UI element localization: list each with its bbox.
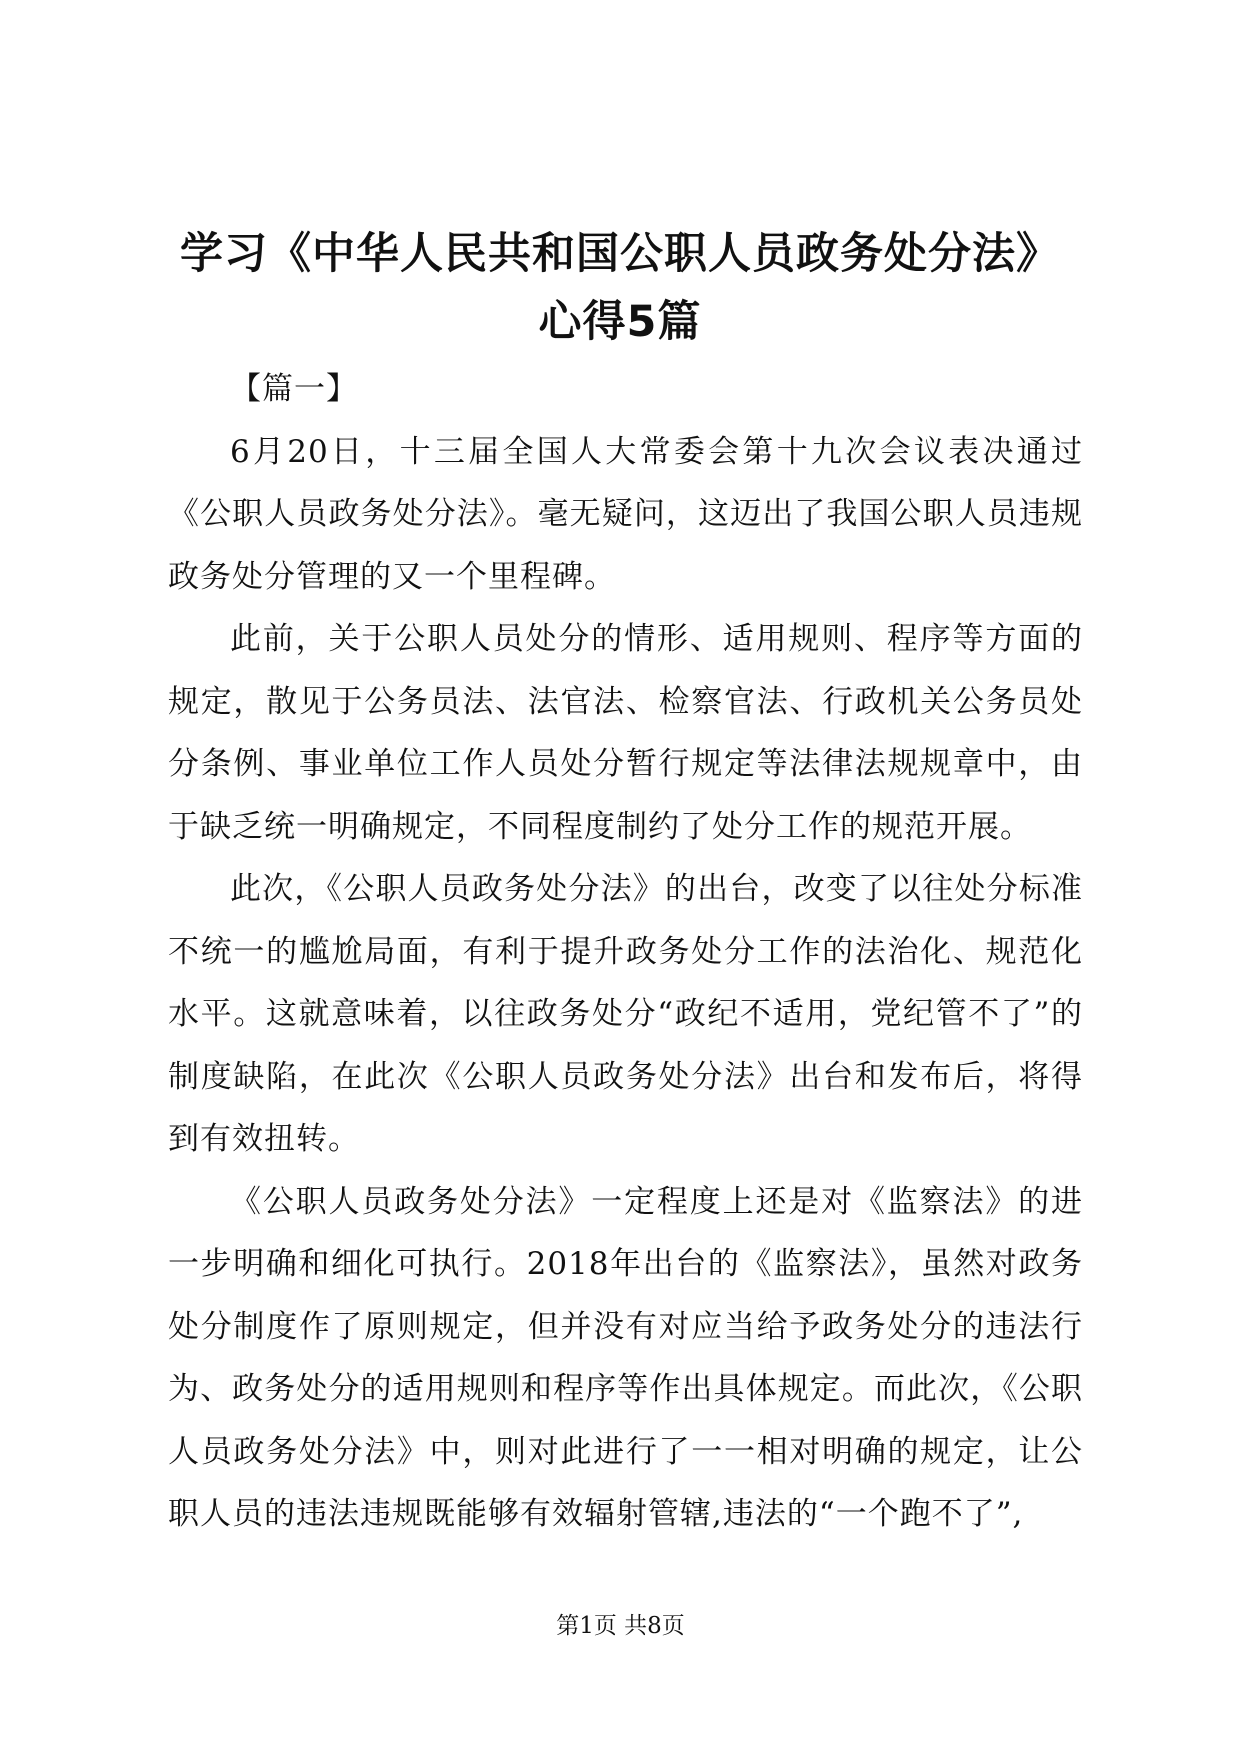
document-title-line-2: 心得5篇 xyxy=(538,297,702,347)
paragraph-4: 《公职人员政务处分法》一定程度上还是对《监察法》的进一步明确和细化可执行。2018年出台的《监察法》，虽然对政务处分制度作了原则规定，但并没有对应当给予政务处分的违法行为、政务处分的适用规则和程序等作出具体规定。而此次，《公职人员政务处分法》中，则对此进行了一一相对明确的规定，让公职人员的违法违规既能够有效辐射管辖,违法的“一个跑不了”, xyxy=(168,1183,1083,1532)
paragraph-1: 6月20日，十三届全国人大常委会第十九次会议表决通过《公职人员政务处分法》。毫无疑问，这迈出了我国公职人员违规政务处分管理的又一个里程碑。 xyxy=(168,433,1083,595)
paragraph-3: 此次，《公职人员政务处分法》的出台，改变了以往处分标准不统一的尴尬局面，有利于提升政务处分工作的法治化、规范化水平。这就意味着，以往政务处分“政纪不适用，党纪管不了”的制度缺陷，在此次《公职人员政务处分法》出台和发布后，将得到有效扭转。 xyxy=(168,871,1083,1157)
section-label: 【篇一】 xyxy=(230,371,358,407)
page-footer: 第1页 共8页 xyxy=(556,1613,685,1639)
document-body xyxy=(168,358,1083,1546)
document-title-line-1: 学习《中华人民共和国公职人员政务处分法》 xyxy=(180,229,1060,279)
paragraph-2: 此前，关于公职人员处分的情形、适用规则、程序等方面的规定，散见于公务员法、法官法、检察官法、行政机关公务员处分条例、事业单位工作人员处分暂行规定等法律法规规章中，由于缺乏统一明确规定，不同程度制约了处分工作的规范开展。 xyxy=(168,621,1083,845)
